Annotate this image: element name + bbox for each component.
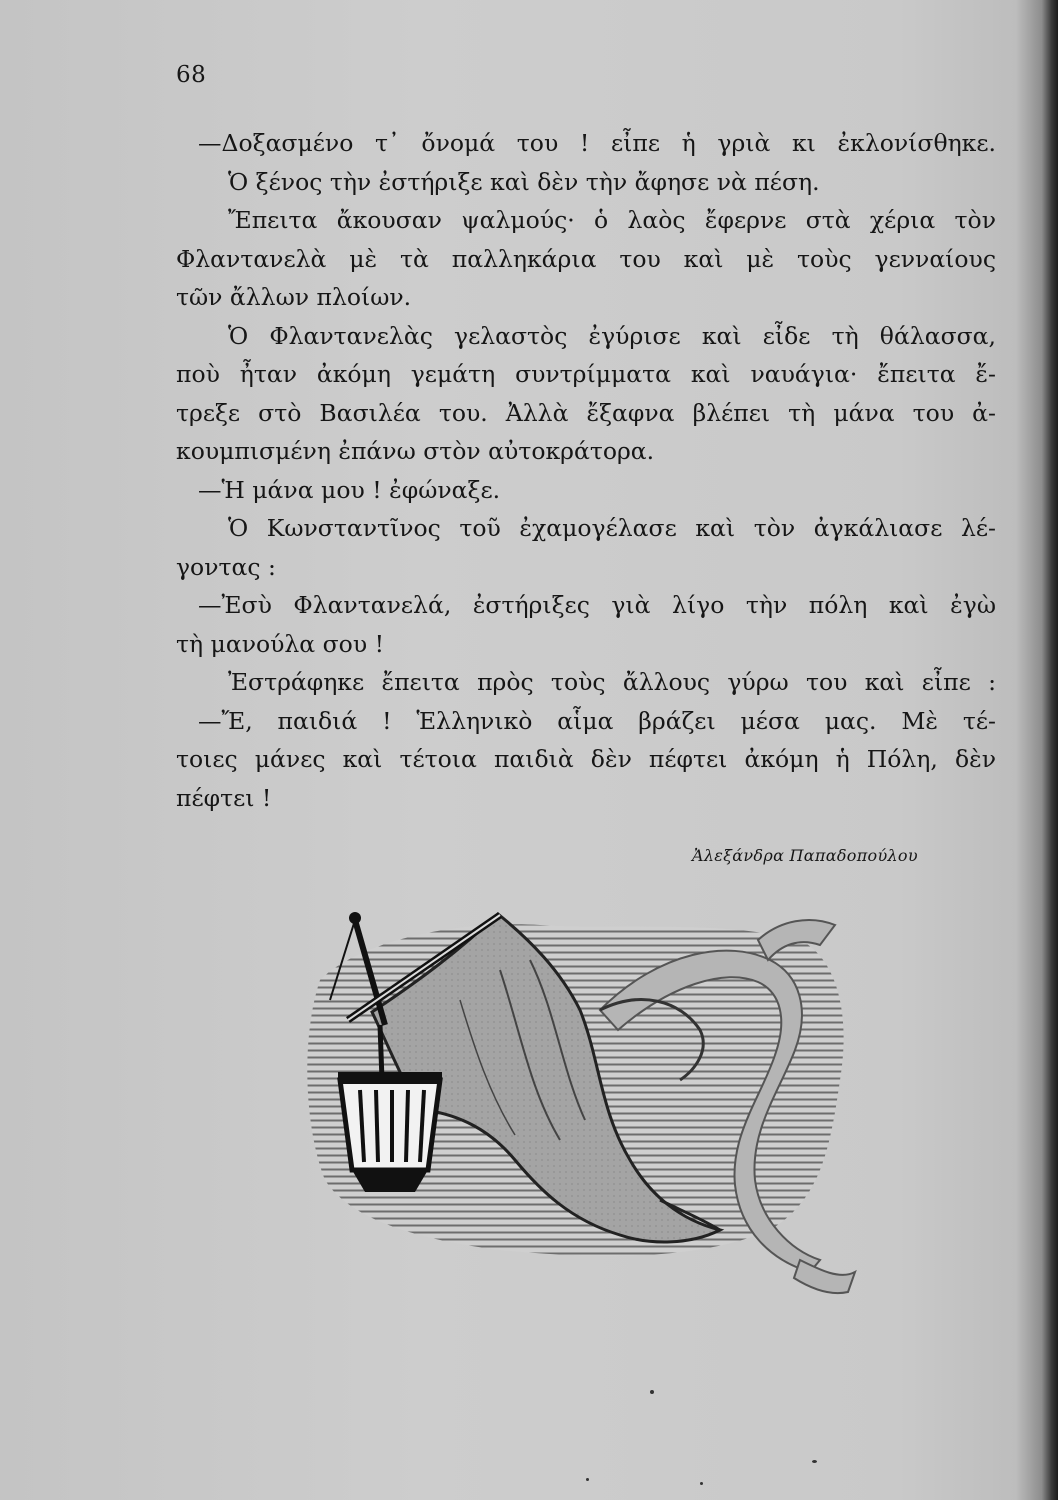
text-line: Ὁ Φλαντανελὰς γελαστὸς ἐγύρισε καὶ εἶδε τὴ θάλασσα, [228,321,996,350]
print-speck [700,1482,703,1485]
text-line: —Ἔ, παιδιά ! Ἑλληνικὸ αἷμα βράζει μέσα μας. Μὲ τέ- [198,706,996,735]
text-line: Ὁ Κωνσταντῖνος τοῦ ἐχαμογέλασε καὶ τὸν ἀγκάλιασε λέ- [228,514,996,542]
text-line: —Δοξασμένο τ᾿ ὄνομά του ! εἶπε ἡ γριὰ κι ἐκλονίσθηκε. [198,129,996,157]
flag-and-basket-illustration [300,900,860,1330]
text-line: τὴ μανούλα σου ! [176,629,385,658]
text-line: τρεξε στὸ Βασιλέα του. Ἀλλὰ ἔξαφνα βλέπει τὴ μάνα του ἀ- [176,398,996,427]
text-line: —Ἡ μάνα μου ! ἐφώναξε. [198,475,501,504]
print-speck [650,1390,654,1394]
text-line: —Ἐσὺ Φλαντανελά, ἐστήριξες γιὰ λίγο τὴν πόλη καὶ ἐγὼ [198,591,996,619]
story-text [176,124,996,817]
text-line: ποὺ ἦταν ἀκόμη γεμάτη συντρίμματα καὶ ναυάγια· ἔπειτα ἔ- [176,360,996,388]
author-signature: Ἀλεξάνδρα Παπαδοπούλου [692,846,918,865]
page-number: 68 [176,62,207,88]
text-line: τοιες μάνες καὶ τέτοια παιδιὰ δὲν πέφτει ἀκόμη ἡ Πόλη, δὲν [176,745,996,773]
page-spine-shadow [1042,0,1058,1500]
text-line: Ἐστράφηκε ἔπειτα πρὸς τοὺς ἄλλους γύρω του καὶ εἶπε : [228,668,996,696]
text-line: πέφτει ! [176,783,272,812]
text-line: τῶν ἄλλων πλοίων. [176,283,412,311]
text-line: Ἔπειτα ἄκουσαν ψαλμούς· ὁ λαὸς ἔφερνε στὰ χέρια τὸν [228,206,996,234]
text-line: κουμπισμένη ἐπάνω στὸν αὐτοκράτορα. [176,437,655,465]
text-line: Φλαντανελὰ μὲ τὰ παλληκάρια του καὶ μὲ τοὺς γενναίους [176,244,996,273]
print-speck [586,1478,589,1481]
print-speck [812,1460,817,1463]
text-line: Ὁ ξένος τὴν ἐστήριξε καὶ δὲν τὴν ἄφησε νὰ πέση. [228,167,820,196]
text-line: γοντας : [176,552,276,581]
